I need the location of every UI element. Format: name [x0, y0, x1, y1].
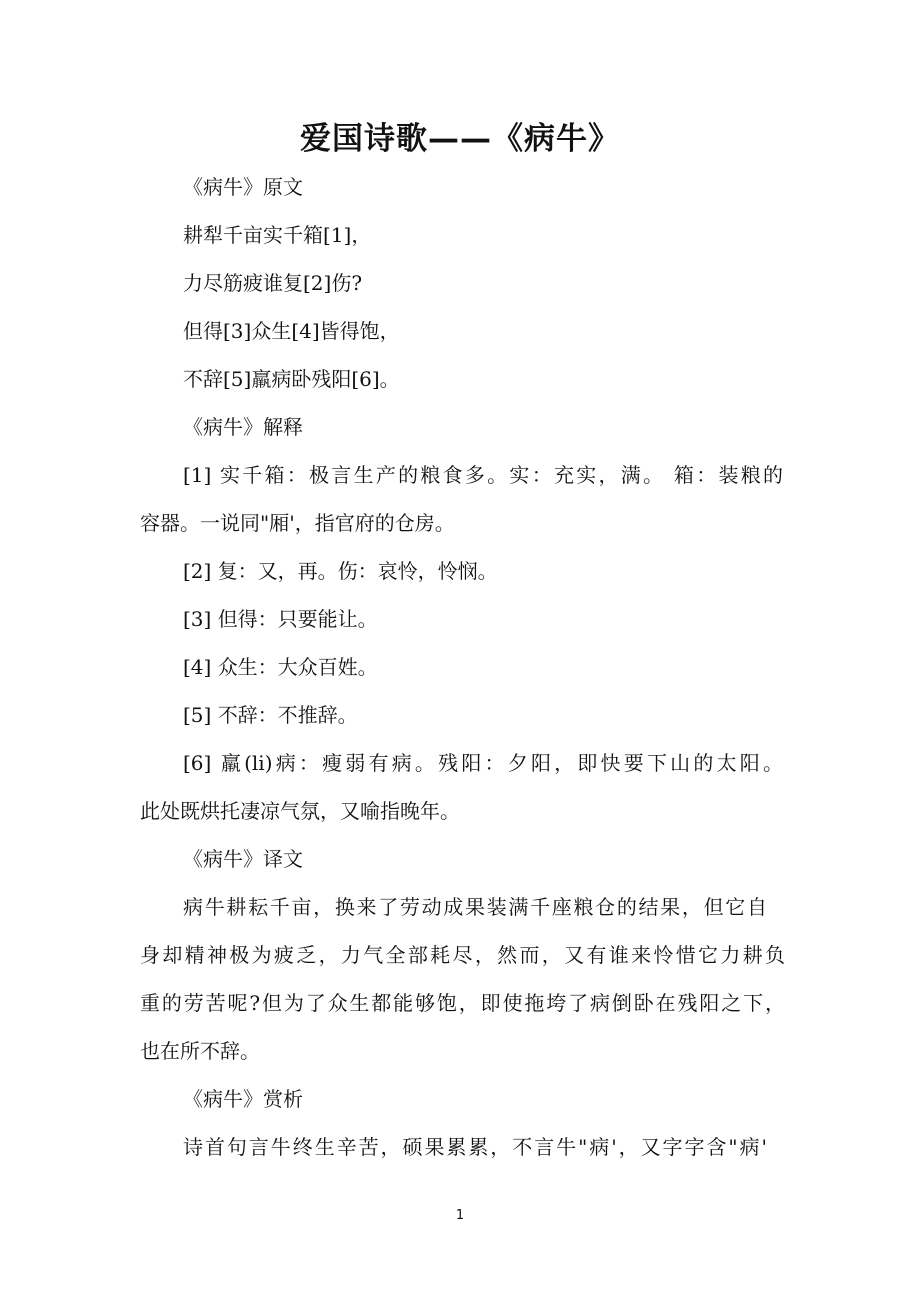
note-4: [4] 众生：大众百姓。 [183, 655, 378, 679]
translation-line-1: 病牛耕耘千亩，换来了劳动成果装满千座粮仓的结果，但它自 [183, 895, 767, 919]
poem-line-1: 耕犁千亩实千箱[1]， [183, 223, 372, 247]
note-1-line-2: 容器。一说同"厢'，指官府的仓房。 [140, 511, 455, 535]
page-number: 1 [455, 1208, 465, 1223]
note-3: [3] 但得：只要能让。 [183, 607, 378, 631]
note-6-line-2: 此处既烘托凄凉气氛，又喻指晚年。 [140, 799, 460, 823]
section-heading-original: 《病牛》原文 [183, 175, 303, 199]
poem-line-3: 但得[3]众生[4]皆得饱， [183, 319, 400, 343]
section-heading-translation: 《病牛》译文 [183, 847, 303, 871]
translation-line-3: 重的劳苦呢?但为了众生都能够饱，即使拖垮了病倒卧在残阳之下， [140, 991, 785, 1015]
note-2: [2] 复：又，再。伤：哀怜，怜悯。 [183, 559, 498, 583]
translation-line-2: 身却精神极为疲乏，力气全部耗尽，然而，又有谁来怜惜它力耕负 [140, 943, 785, 967]
section-heading-notes: 《病牛》解释 [183, 415, 303, 439]
poem-line-4: 不辞[5]羸病卧残阳[6]。 [183, 367, 400, 391]
note-5: [5] 不辞：不推辞。 [183, 703, 358, 727]
appreciation-line-1: 诗首句言牛终生辛苦，硕果累累，不言牛"病'，又字字含"病' [183, 1135, 767, 1159]
poem-line-2: 力尽筋疲谁复[2]伤? [183, 271, 363, 295]
section-heading-appreciation: 《病牛》赏析 [183, 1087, 303, 1111]
note-6-line-1: [6] 羸(li)病：瘦弱有病。残阳：夕阳，即快要下山的太阳。 [183, 751, 783, 775]
translation-line-4: 也在所不辞。 [140, 1039, 260, 1063]
document-title: 爱国诗歌——《病牛》 [300, 121, 620, 157]
note-1-line-1: [1] 实千箱：极言生产的粮食多。实：充实，满。 箱：装粮的 [183, 463, 783, 487]
